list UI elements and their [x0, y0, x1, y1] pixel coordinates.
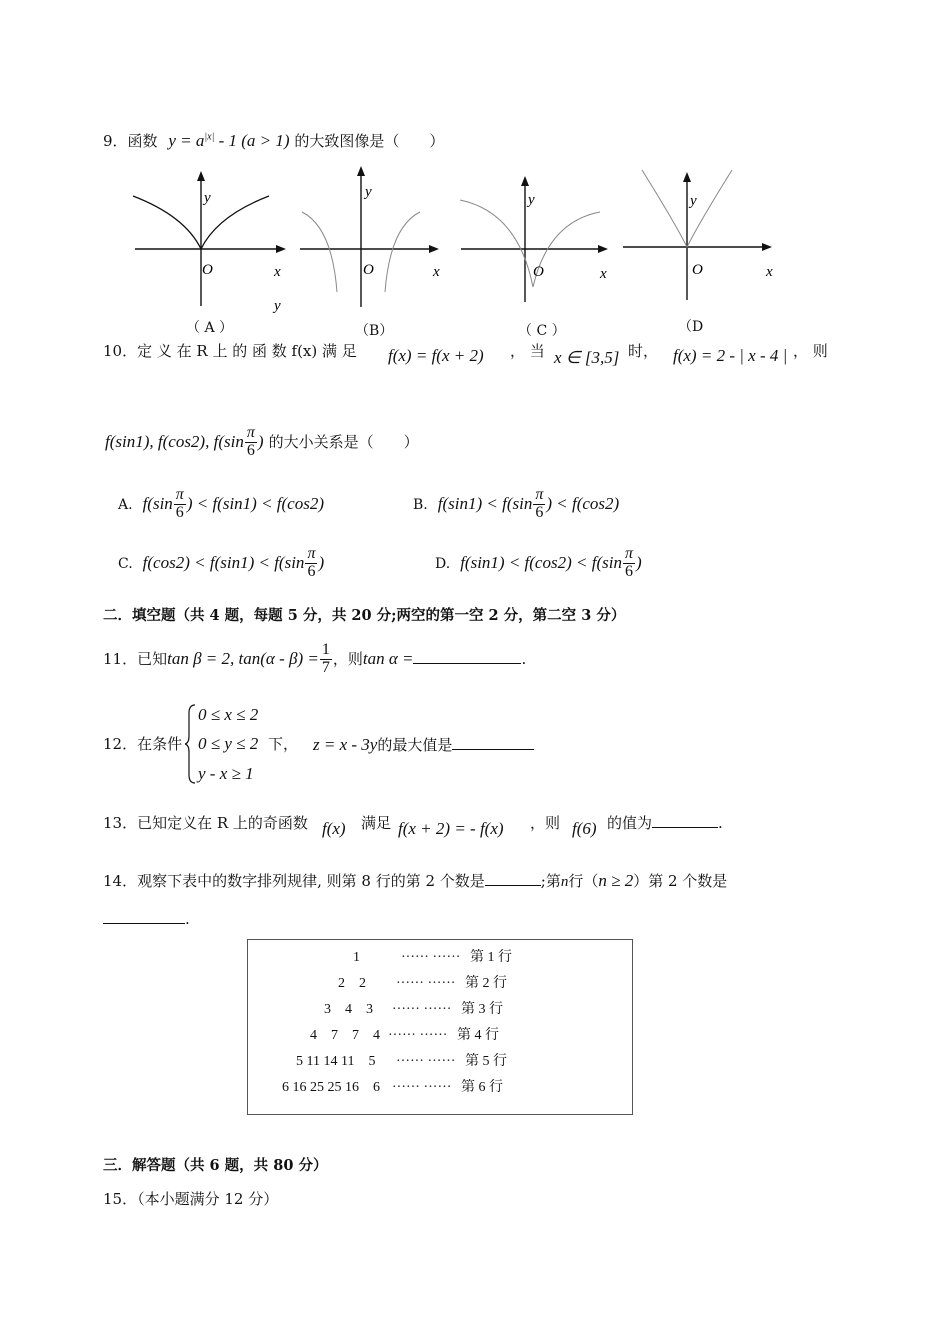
origin-label: O	[692, 262, 703, 278]
odd-function: f(x)	[322, 819, 346, 838]
question-number: 9．	[103, 132, 128, 150]
y-label: y	[690, 193, 697, 209]
y-label: y	[528, 192, 535, 208]
fraction: $\frac{\pi}{6}$	[624, 545, 633, 580]
section-3-heading: 三．解答题（共 6 题，共 80 分）	[103, 1157, 328, 1174]
y-axis-arrow-icon	[521, 176, 529, 186]
answer-blank-1[interactable]	[485, 871, 541, 886]
fraction: $\frac{\pi}{6}$	[535, 486, 544, 521]
x-axis-arrow-icon	[762, 243, 772, 251]
number-triangle-table	[247, 939, 633, 1115]
constraint-2: 0 ≤ y ≤ 2	[198, 734, 259, 753]
constraint-3: y - x ≥ 1	[198, 764, 254, 783]
y-axis-arrow-icon	[197, 171, 205, 181]
question-14-line2: .	[103, 909, 190, 928]
question-11: 11．已知tan β = 2, tan(α - β) = $\frac{1}{7}$ ，则tan α = .	[103, 641, 527, 676]
question-15: 15．（本小题满分 12 分）	[103, 1190, 279, 1208]
table-row: 6 16 25 25 16 6 ······ ······ 第 6 行	[282, 1080, 503, 1095]
answer-blank[interactable]	[452, 735, 534, 750]
question-10-line2: f(sin1), f(cos2), f(sin $\frac{\pi}{6}$ ) 的大小关系是（ ）	[105, 424, 419, 459]
option-b: B. f(sin1) < f(sin $\frac{\pi}{6}$ ) < f(cos2)	[413, 486, 620, 521]
x-label: x	[766, 264, 773, 280]
f-of-6: f(6)	[572, 819, 597, 838]
question-lead: 函数	[127, 132, 158, 150]
fraction: $\frac{\pi}{6}$	[175, 486, 184, 521]
then-text: ， 则	[793, 342, 828, 360]
graph-a-label: （ A ）	[186, 320, 234, 336]
below-text: 下，	[268, 735, 299, 753]
x-axis-arrow-icon	[276, 245, 286, 253]
x-range: x ∈ [3,5]	[554, 348, 620, 367]
option-key: C.	[118, 555, 133, 572]
graph-c-label: （ C ）	[518, 323, 566, 339]
question-13-lead: 13．已知定义在 R 上的奇函数	[103, 814, 308, 832]
y-label: y	[365, 184, 372, 200]
question-9	[103, 130, 444, 151]
then-text: ，则	[530, 814, 561, 832]
constraint-1: 0 ≤ x ≤ 2	[198, 705, 259, 724]
answer-blank[interactable]	[413, 649, 521, 664]
function-definition: f(x) = 2 - | x - 4 |	[673, 346, 788, 365]
fraction: $\frac{\pi}{6}$	[307, 545, 316, 580]
origin-label: O	[533, 264, 544, 280]
origin-label: O	[363, 262, 374, 278]
option-c: C. f(cos2) < f(sin1) < f(sin $\frac{\pi}{6}$ )	[118, 545, 325, 580]
stray-y-label: y	[274, 298, 281, 314]
table-row: 3 4 3 ······ ······ 第 3 行	[324, 1002, 503, 1017]
answer-blank[interactable]	[652, 813, 718, 828]
section-2-heading: 二．填空题（共 4 题，每题 5 分，共 20 分;两空的第一空 2 分，第二空 3 分）	[103, 607, 626, 624]
y-axis-arrow-icon	[683, 172, 691, 182]
option-a: A. f(sin $\frac{\pi}{6}$ ) < f(sin1) < f(cos2)	[118, 486, 325, 521]
x-axis-arrow-icon	[598, 245, 608, 253]
formula: $y = a^{|x|} - 1$ (a > 1)	[168, 131, 290, 150]
graph-a	[130, 166, 290, 316]
origin-label: O	[202, 262, 213, 278]
periodic-condition: f(x) = f(x + 2)	[388, 346, 484, 365]
x-label: x	[274, 264, 281, 280]
satisfy-text: 满足	[361, 814, 392, 832]
graph-c	[458, 172, 618, 312]
graph-b-label: （B）	[355, 323, 394, 339]
table-row: 4 7 7 4 ······ ······ 第 4 行	[310, 1028, 499, 1043]
fraction: $\frac{1}{7}$	[321, 641, 330, 676]
graph-d-label: （D	[678, 319, 704, 335]
table-row: 2 2 ······ ······ 第 2 行	[338, 976, 507, 991]
question-10-line1	[103, 340, 357, 361]
x-axis-arrow-icon	[429, 245, 439, 253]
option-key: B.	[413, 496, 428, 513]
table-row: 5 11 14 11 5 ······ ······ 第 5 行	[296, 1054, 507, 1069]
option-key: A.	[118, 496, 133, 513]
question-tail: 的大致图像是（ ）	[294, 132, 445, 150]
x-label: x	[433, 264, 440, 280]
question-lead: 定 义 在 R 上 的 函 数 f(x) 满 足	[137, 342, 357, 360]
question-13-tail: 的值为 .	[607, 814, 723, 832]
y-axis-arrow-icon	[357, 166, 365, 176]
x-label: x	[600, 266, 607, 282]
graph-d	[620, 168, 780, 308]
objective: z = x - 3y的最大值是	[313, 734, 534, 755]
option-key: D.	[435, 555, 451, 572]
y-label: y	[204, 190, 211, 206]
condition: f(x + 2) = - f(x)	[398, 819, 504, 838]
brace-icon	[185, 703, 197, 785]
option-d: D. f(sin1) < f(cos2) < f(sin $\frac{\pi}{6}$ )	[435, 545, 642, 580]
curve-left	[460, 200, 533, 287]
question-number: 10．	[103, 342, 138, 360]
time-text: 时，	[628, 342, 659, 360]
curve-left	[302, 212, 337, 292]
table-row: 1 ······ ······ 第 1 行	[353, 950, 512, 965]
fraction: $\frac{\pi}{6}$	[246, 424, 255, 459]
when-text: ， 当	[510, 342, 545, 360]
curve-right	[385, 212, 420, 292]
graph-b	[297, 162, 447, 312]
question-14: 14．观察下表中的数字排列规律, 则第 8 行的第 2 个数是 ;第n行（n ≥ 2）第 2 个数是	[103, 871, 728, 890]
answer-blank-2[interactable]	[103, 909, 185, 924]
question-12-lead: 12．在条件	[103, 735, 183, 753]
